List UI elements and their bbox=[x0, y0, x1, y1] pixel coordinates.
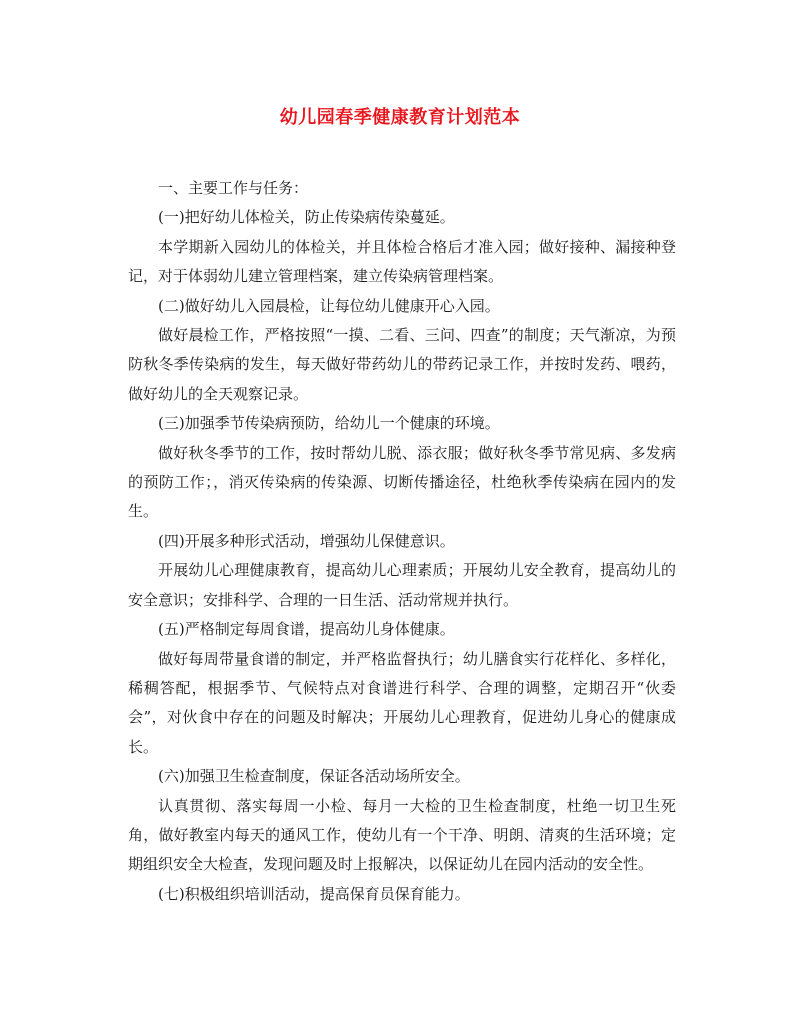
paragraph-2: 做好晨检工作，严格按照“一摸、二看、三问、四查”的制度；天气渐凉，为预防秋冬季传染病的发生，每天做好带药幼儿的带药记录工作，并按时发药、喂药，做好幼儿的全天观察记录。 bbox=[128, 326, 676, 403]
subsection-heading-2: (二)做好幼儿入园晨检，让每位幼儿健康开心入园。 bbox=[158, 296, 500, 315]
paragraph-6: 认真贯彻、落实每周一小检、每月一大检的卫生检查制度，杜绝一切卫生死角，做好教室内每天的通风工作，使幼儿有一个干净、明朗、清爽的生活环境；定期组织安全大检查，发现问题及时上报解决，以保证幼儿在园内活动的安全性。 bbox=[128, 796, 676, 874]
subsection-heading-4: (四)开展多种形式活动，增强幼儿保健意识。 bbox=[158, 531, 455, 550]
subsection-heading-3: (三)加强季节传染病预防，给幼儿一个健康的环境。 bbox=[158, 414, 500, 433]
paragraph-4: 开展幼儿心理健康教育，提高幼儿心理素质；开展幼儿安全教育，提高幼儿的安全意识；安排科学、合理的一日生活、活动常规并执行。 bbox=[128, 561, 676, 609]
section-heading: 一、主要工作与任务： bbox=[158, 179, 309, 197]
document-title: 幼儿园春季健康教育计划范本 bbox=[279, 107, 521, 128]
subsection-heading-1: (一)把好幼儿体检关，防止传染病传染蔓延。 bbox=[158, 208, 455, 227]
subsection-heading-5: (五)严格制定每周食谱，提高幼儿身体健康。 bbox=[158, 620, 455, 639]
paragraph-3: 做好秋冬季节的工作，按时帮幼儿脱、添衣服；做好秋冬季节常见病、多发病的预防工作；，消灭传染病的传染源、切断传播途径，杜绝秋季传染病在园内的发生。 bbox=[128, 443, 676, 521]
paragraph-5: 做好每周带量食谱的制定，并严格监督执行；幼儿膳食实行花样化、多样化，稀稠答配，根据季节、气候特点对食谱进行科学、合理的调整，定期召开“伙委会”，对伙食中存在的问题及时解决；开展幼儿心理教育，促进幼儿身心的健康成长。 bbox=[128, 649, 676, 756]
subsection-heading-7: (七)积极组织培训活动，提高保育员保育能力。 bbox=[158, 884, 470, 903]
document-body bbox=[128, 174, 676, 909]
subsection-heading-6: (六)加强卫生检查制度，保证各活动场所安全。 bbox=[158, 767, 470, 786]
paragraph-1: 本学期新入园幼儿的体检关，并且体检合格后才准入园；做好接种、漏接种登记，对于体弱幼儿建立管理档案，建立传染病管理档案。 bbox=[128, 237, 676, 286]
